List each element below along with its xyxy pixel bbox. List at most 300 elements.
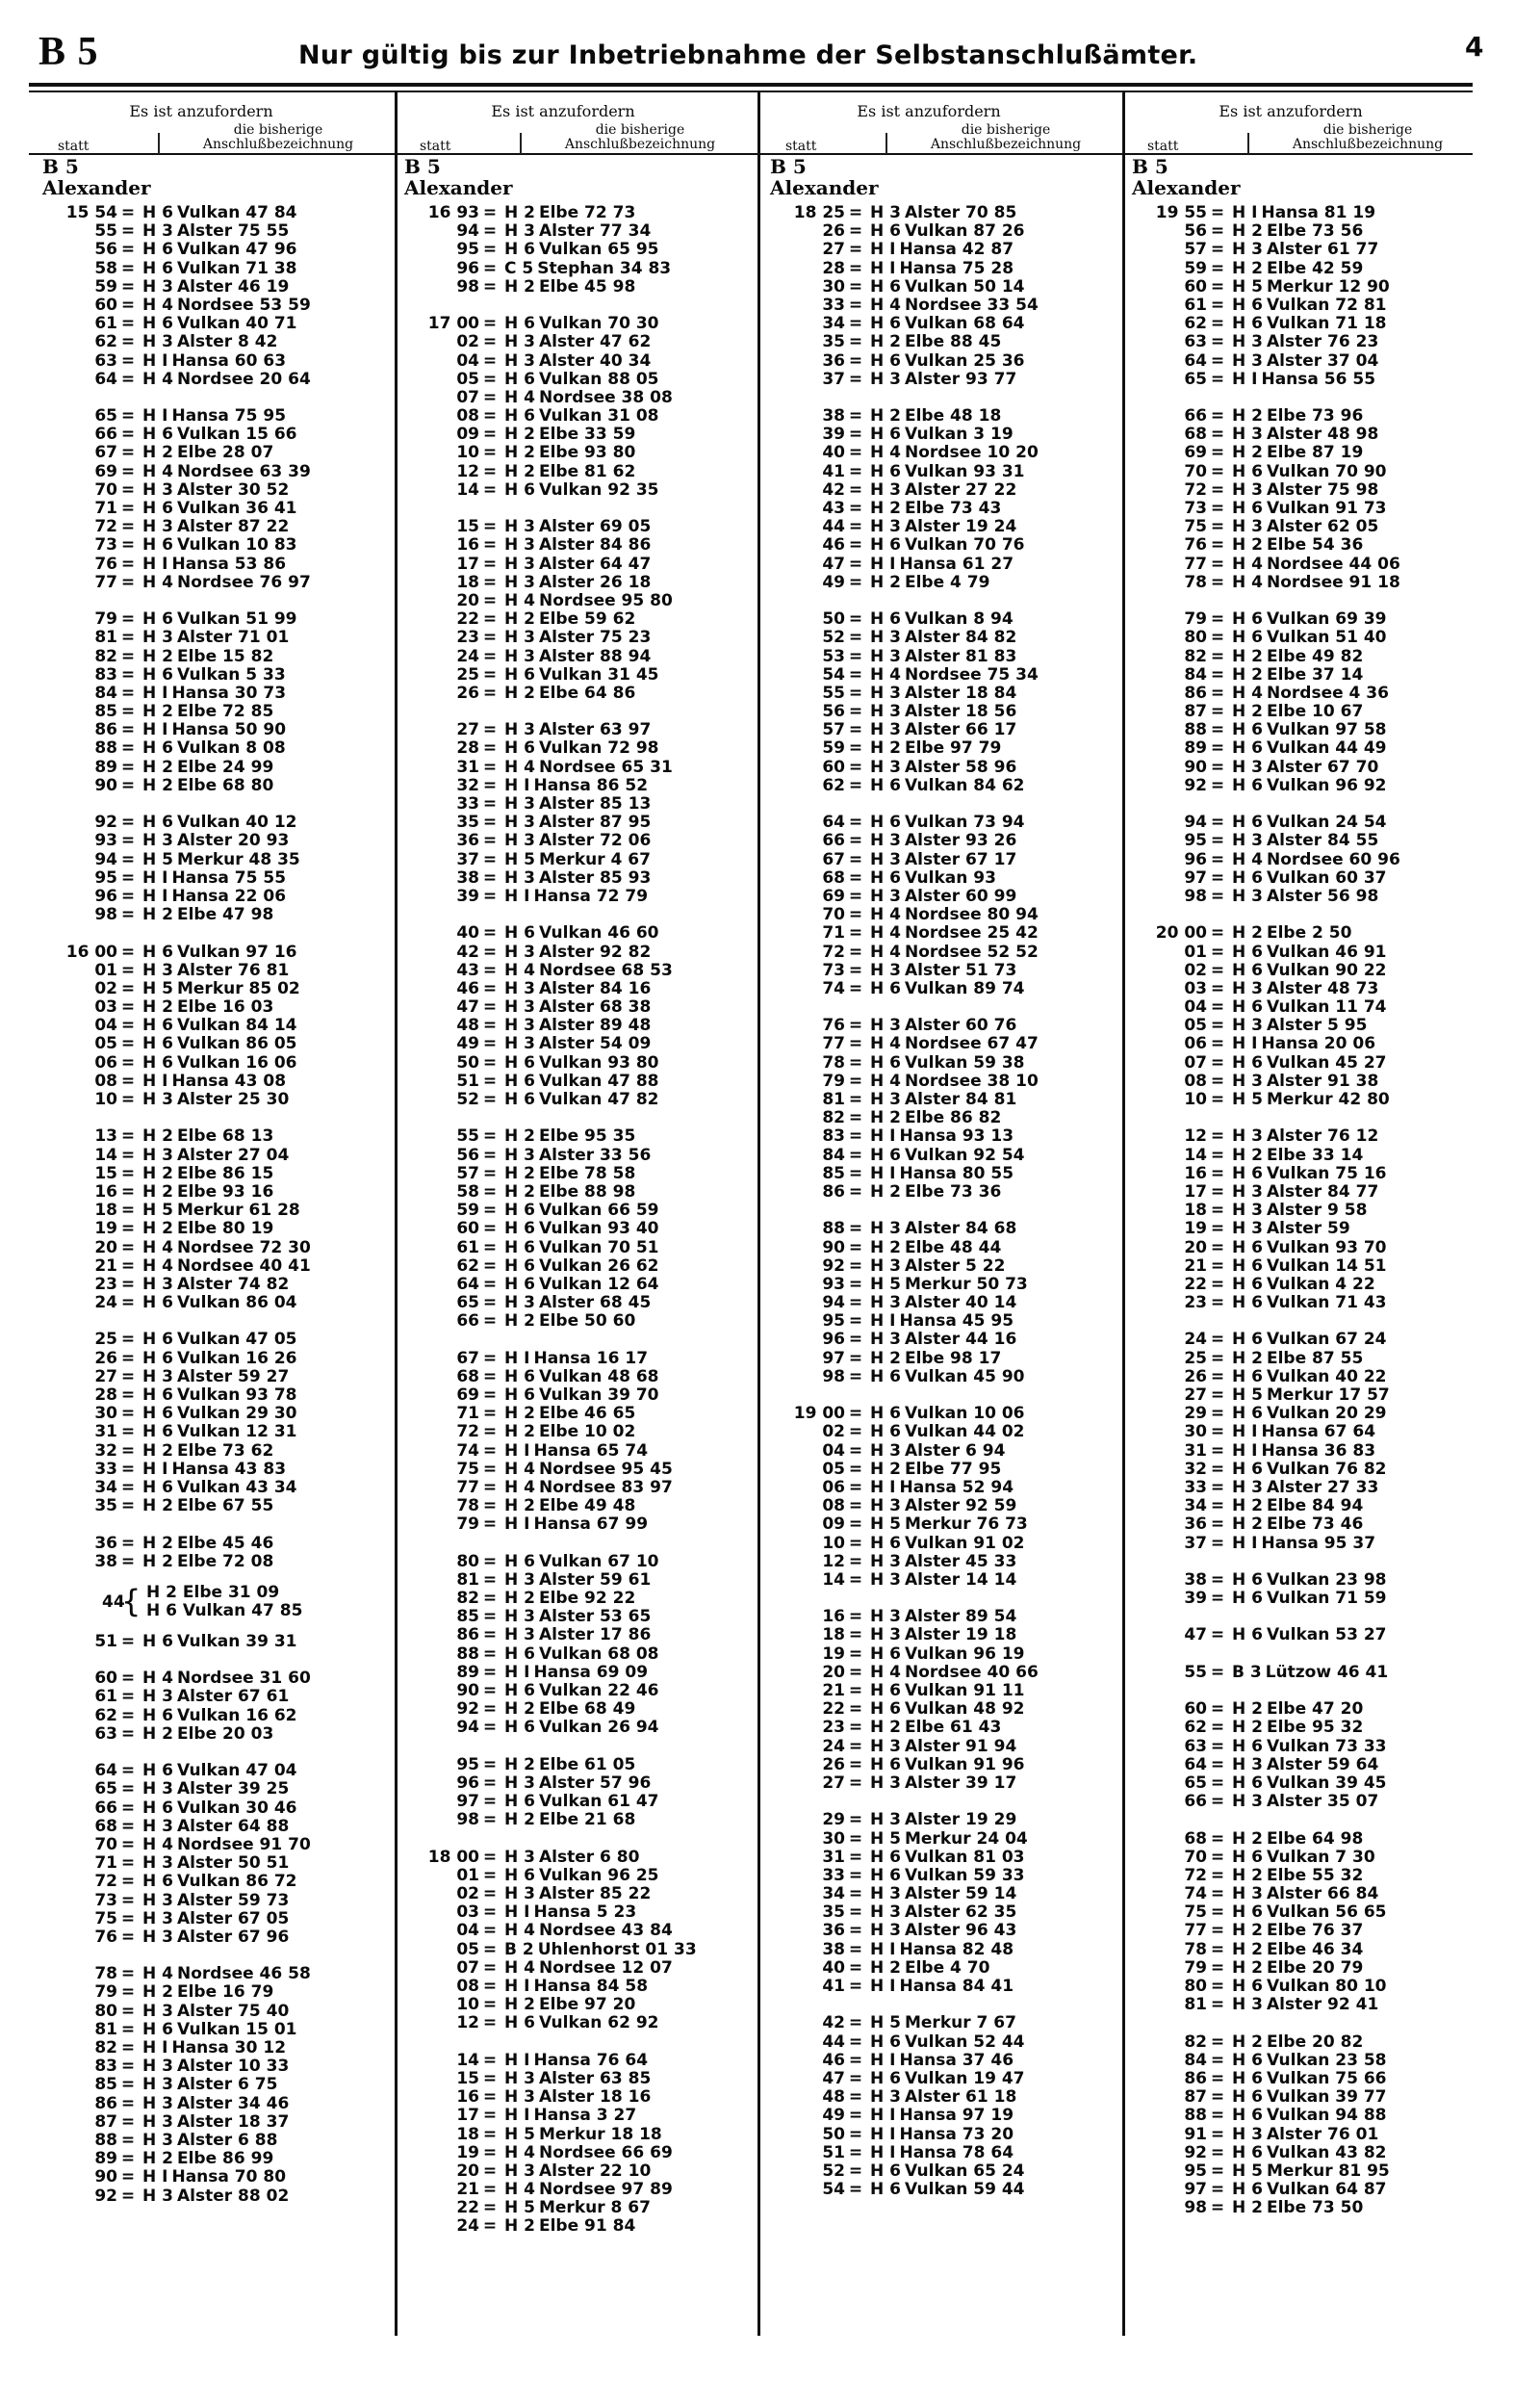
equals-sign: = <box>848 499 863 518</box>
column-1 <box>42 92 389 2206</box>
old-number <box>770 278 845 297</box>
entry-row <box>404 1183 751 1202</box>
exchange-code: H 6 <box>504 1255 535 1276</box>
equals-sign: = <box>848 1404 863 1424</box>
new-number: Hansa 75 95 <box>171 406 287 427</box>
equals-sign: = <box>482 1145 498 1165</box>
exchange-code: H 2 <box>1232 443 1263 463</box>
old-number <box>770 1571 845 1590</box>
exchange-code: H 4 <box>504 2142 535 2162</box>
entry-row <box>42 1553 389 1571</box>
suffix: 72 <box>94 1872 117 1892</box>
suffix: 38 <box>822 1939 845 1959</box>
old-number <box>770 832 845 850</box>
new-number: Nordsee 72 30 <box>176 1237 311 1257</box>
entry-row <box>1132 777 1478 795</box>
suffix: 46 <box>822 535 845 556</box>
entry-row <box>42 463 389 481</box>
old-number <box>404 1553 479 1571</box>
entry-row <box>1132 463 1478 481</box>
new-number: Vulkan 4 22 <box>1266 1274 1375 1294</box>
suffix: 33 <box>456 794 479 814</box>
suffix: 61 <box>94 314 117 334</box>
entry-row <box>42 241 389 259</box>
exchange-code: H 3 <box>870 1219 901 1239</box>
old-number <box>1132 1903 1207 1922</box>
suffix: 65 <box>1184 369 1207 389</box>
exchange-code: H 5 <box>1232 276 1263 297</box>
exchange-code: H 4 <box>870 942 901 962</box>
group-spacer <box>404 1830 751 1849</box>
exchange-code: H 2 <box>142 1533 173 1553</box>
entry-row <box>404 204 751 222</box>
old-number <box>770 1147 845 1165</box>
old-number <box>1132 1497 1207 1515</box>
column-divider <box>757 92 760 2336</box>
new-number: Hansa 81 19 <box>1261 203 1376 222</box>
entry-row <box>42 739 389 758</box>
entry-row <box>770 407 1116 426</box>
new-number: Vulkan 47 82 <box>538 1090 659 1109</box>
equals-sign: = <box>848 849 863 869</box>
equals-sign: = <box>482 1219 498 1239</box>
suffix: 00 <box>456 314 479 334</box>
entry-row <box>1132 869 1478 888</box>
new-number: Vulkan 70 90 <box>1266 461 1387 481</box>
equals-sign: = <box>1210 1995 1225 2015</box>
old-number <box>1132 2107 1207 2125</box>
exchange-code: H 3 <box>504 1847 535 1867</box>
new-number: Nordsee 38 10 <box>904 1071 1039 1091</box>
entry-row <box>770 297 1116 315</box>
new-designation: H 6 Vulkan 47 85 <box>146 1600 303 1620</box>
new-number: Vulkan 52 44 <box>904 2032 1025 2052</box>
suffix: 18 <box>1184 1201 1207 1221</box>
entry-row <box>404 1035 751 1053</box>
old-number <box>1132 1535 1207 1553</box>
old-number <box>404 1849 479 1867</box>
entry-list <box>404 204 751 2237</box>
old-number <box>1132 1405 1207 1423</box>
suffix: 70 <box>1184 461 1207 481</box>
suffix: 37 <box>456 849 479 869</box>
old-designation-label <box>1252 123 1483 152</box>
entry-row <box>404 1386 751 1405</box>
entry-row <box>770 1700 1116 1719</box>
entry-row <box>1132 222 1478 241</box>
entry-row <box>42 1910 389 1928</box>
entry-row <box>1132 1294 1478 1312</box>
old-number <box>770 536 845 555</box>
entry-row <box>404 814 751 832</box>
exchange-code: H 4 <box>870 1034 901 1054</box>
equals-sign: = <box>482 203 498 222</box>
equals-sign: = <box>1210 1348 1225 1368</box>
suffix: 71 <box>94 1853 117 1874</box>
old-number <box>404 389 479 407</box>
new-number: Alster 8 42 <box>176 332 278 352</box>
new-number: Elbe 24 99 <box>176 757 274 777</box>
suffix: 64 <box>822 813 845 833</box>
new-number: Elbe 37 14 <box>1266 664 1364 685</box>
entry-row <box>1132 1276 1478 1294</box>
exchange-code: H 3 <box>504 1569 535 1590</box>
suffix: 04 <box>456 1921 479 1941</box>
new-number: Elbe 73 36 <box>904 1181 1002 1202</box>
entry-list <box>770 204 1116 2199</box>
entry-row <box>1132 1386 1478 1405</box>
entry-row <box>404 1147 751 1165</box>
suffix: 86 <box>1184 2068 1207 2088</box>
exchange-code: H 2 <box>142 1723 173 1744</box>
equals-sign: = <box>120 1201 136 1221</box>
suffix: 62 <box>1184 314 1207 334</box>
old-number <box>1132 1147 1207 1165</box>
suffix: 55 <box>456 1126 479 1147</box>
entry-row <box>42 1818 389 1836</box>
equals-sign: = <box>482 1773 498 1793</box>
equals-sign: = <box>1210 1865 1225 1885</box>
equals-sign: = <box>1210 1884 1225 1904</box>
equals-sign: = <box>1210 1404 1225 1424</box>
equals-sign: = <box>848 1625 863 1645</box>
equals-sign: = <box>482 406 498 427</box>
suffix: 95 <box>822 1311 845 1332</box>
exchange-code: H 6 <box>1232 960 1263 980</box>
exchange-code: H 2 <box>142 646 173 666</box>
suffix: 71 <box>822 923 845 944</box>
equals-sign: = <box>120 1908 136 1928</box>
equals-sign: = <box>482 1847 498 1867</box>
equals-sign: = <box>120 2093 136 2113</box>
exchange-code: H 2 <box>504 1995 535 2015</box>
equals-sign: = <box>482 1681 498 1700</box>
new-number: Vulkan 69 39 <box>1266 609 1387 630</box>
exchange-code: H 3 <box>142 221 173 242</box>
exchange-code: H 2 <box>1232 1718 1263 1738</box>
entry-row <box>42 1127 389 1146</box>
exchange-code: H I <box>504 1348 530 1368</box>
equals-sign: = <box>120 1533 136 1553</box>
exchange-code: H I <box>142 2038 168 2058</box>
exchange-code: H 2 <box>504 276 535 297</box>
suffix: 81 <box>94 628 117 648</box>
old-label-line-1: die bisherige <box>1322 122 1413 138</box>
new-number: Nordsee 91 70 <box>176 1834 311 1854</box>
equals-sign: = <box>848 1366 863 1386</box>
suffix: 23 <box>94 1274 117 1294</box>
suffix: 65 <box>456 1293 479 1313</box>
exchange-code: H 2 <box>1232 1828 1263 1849</box>
equals-sign: = <box>120 831 136 851</box>
exchange-code: H I <box>1232 1034 1258 1054</box>
old-number <box>770 1054 845 1073</box>
new-number: Nordsee 31 60 <box>176 1669 311 1689</box>
old-number <box>404 556 479 574</box>
entry-row <box>770 333 1116 351</box>
suffix: 35 <box>822 1902 845 1923</box>
suffix: 54 <box>822 664 845 685</box>
old-number <box>770 260 845 278</box>
exchange-code: H 3 <box>504 1625 535 1645</box>
equals-sign: = <box>848 1330 863 1350</box>
new-number: Alster 18 56 <box>904 702 1017 722</box>
old-number <box>42 407 117 426</box>
old-number <box>770 1515 845 1534</box>
entry-row <box>1132 1350 1478 1368</box>
suffix: 80 <box>1184 1977 1207 1996</box>
new-number: Vulkan 61 47 <box>538 1792 659 1812</box>
entry-row <box>1132 648 1478 666</box>
equals-sign: = <box>120 1496 136 1516</box>
suffix: 98 <box>1184 2198 1207 2218</box>
old-number <box>404 2107 479 2125</box>
old-designation-label <box>890 123 1121 152</box>
suffix: 43 <box>456 960 479 980</box>
entry-row <box>1132 1738 1478 1756</box>
exchange-code: H 2 <box>504 203 535 222</box>
new-number: Vulkan 93 <box>904 867 996 888</box>
old-number <box>770 1461 845 1479</box>
new-number: Vulkan 45 27 <box>1266 1052 1387 1073</box>
new-number: Vulkan 44 49 <box>1266 738 1387 759</box>
equals-sign: = <box>848 1293 863 1313</box>
equals-sign: = <box>848 572 863 592</box>
suffix: 38 <box>822 406 845 427</box>
entry-row <box>404 518 751 536</box>
old-number <box>404 1774 479 1793</box>
suffix: 60 <box>94 1669 117 1689</box>
suffix: 28 <box>822 258 845 278</box>
new-number: Alster 89 48 <box>538 1016 652 1036</box>
entry-row <box>1132 610 1478 629</box>
new-number: Merkur 18 18 <box>538 2124 662 2144</box>
old-number <box>770 574 845 592</box>
entry-row <box>404 2107 751 2125</box>
entry-row <box>42 869 389 888</box>
suffix: 48 <box>456 1016 479 1036</box>
equals-sign: = <box>1210 1422 1225 1442</box>
exchange-code: H 2 <box>1232 646 1263 666</box>
old-number <box>42 1818 117 1836</box>
new-number: Vulkan 96 92 <box>1266 775 1387 795</box>
exchange-code: H 2 <box>870 1718 901 1738</box>
old-number <box>1132 703 1207 721</box>
new-number: Vulkan 46 91 <box>1266 942 1387 962</box>
equals-sign: = <box>120 1551 136 1571</box>
new-number: Vulkan 60 37 <box>1266 867 1387 888</box>
column-divider <box>395 92 398 2336</box>
equals-sign: = <box>848 775 863 795</box>
suffix: 30 <box>822 1828 845 1849</box>
group-spacer <box>1132 389 1478 407</box>
old-number <box>404 998 479 1017</box>
entry-row <box>770 426 1116 444</box>
suffix: 55 <box>822 683 845 703</box>
old-number <box>42 1220 117 1238</box>
equals-sign: = <box>482 1090 498 1109</box>
exchange-code: H 3 <box>1232 1071 1263 1091</box>
suffix: 34 <box>1184 1496 1207 1516</box>
exchange-code: H 6 <box>870 813 901 833</box>
old-number <box>1132 500 1207 518</box>
request-label: Es ist anzufordern <box>1219 102 1363 120</box>
new-number: Merkur 7 67 <box>904 2013 1016 2033</box>
entry-row <box>770 222 1116 241</box>
old-number <box>404 1867 479 1885</box>
suffix: 62 <box>822 775 845 795</box>
entry-row <box>42 2095 389 2113</box>
exchange-code: H 3 <box>870 757 901 777</box>
hundreds: 16 <box>427 203 451 222</box>
exchange-code: H 5 <box>1232 1090 1263 1109</box>
new-number: Nordsee 25 42 <box>904 923 1039 944</box>
suffix: 66 <box>456 1311 479 1332</box>
old-number <box>404 352 479 371</box>
old-number <box>42 1892 117 1910</box>
new-number: Vulkan 59 44 <box>904 2180 1025 2200</box>
old-number <box>404 1608 479 1626</box>
exchange-code: H 6 <box>870 276 901 297</box>
suffix: 68 <box>1184 1828 1207 1849</box>
suffix: 47 <box>822 2068 845 2088</box>
exchange-code: H I <box>870 240 896 260</box>
entry-row <box>1132 1202 1478 1220</box>
old-number <box>770 426 845 444</box>
new-number: Alster 67 61 <box>176 1687 290 1707</box>
old-number <box>404 1350 479 1368</box>
equals-sign: = <box>848 1422 863 1442</box>
suffix: 61 <box>1184 295 1207 315</box>
new-number: Nordsee 52 52 <box>904 942 1039 962</box>
old-number <box>42 1405 117 1423</box>
suffix: 46 <box>456 978 479 998</box>
new-number: Vulkan 22 46 <box>538 1681 659 1700</box>
suffix: 23 <box>822 1718 845 1738</box>
exchange-code: H 4 <box>142 1834 173 1854</box>
new-number: Alster 92 41 <box>1266 1995 1379 2015</box>
suffix: 00 <box>1184 923 1207 944</box>
equals-sign: = <box>848 1108 863 1128</box>
suffix: 30 <box>822 276 845 297</box>
old-number <box>770 2126 845 2144</box>
old-label-line-1: die bisherige <box>233 122 323 138</box>
entry-row <box>404 1941 751 1959</box>
equals-sign: = <box>120 295 136 315</box>
equals-sign: = <box>848 831 863 851</box>
old-number <box>770 1978 845 1996</box>
exchange-code: H 3 <box>870 1607 901 1627</box>
new-number: Vulkan 88 05 <box>538 369 659 389</box>
old-number <box>1132 297 1207 315</box>
group-spacer <box>42 1651 389 1669</box>
exchange-code: H 6 <box>142 1293 173 1313</box>
entry-row <box>1132 2052 1478 2070</box>
exchange-code: H 6 <box>1232 813 1263 833</box>
equals-sign: = <box>848 314 863 334</box>
exchange-code: H 3 <box>1232 332 1263 352</box>
old-number <box>770 685 845 703</box>
equals-sign: = <box>120 683 136 703</box>
exchange-code: H 3 <box>504 332 535 352</box>
old-number <box>404 1515 479 1534</box>
entry-row <box>1132 1368 1478 1386</box>
new-number: Vulkan 65 95 <box>538 240 659 260</box>
exchange-code: H 6 <box>1232 2180 1263 2200</box>
entry-row <box>404 648 751 666</box>
old-number <box>1132 1996 1207 2014</box>
equals-sign: = <box>1210 1792 1225 1812</box>
old-number <box>42 1257 117 1276</box>
equals-sign: = <box>120 276 136 297</box>
new-number: Alster 67 05 <box>176 1908 290 1928</box>
new-number: Merkur 61 28 <box>176 1201 300 1221</box>
suffix: 39 <box>822 425 845 445</box>
entry-row <box>770 1127 1116 1146</box>
entry-row <box>42 1497 389 1515</box>
equals-sign: = <box>482 1311 498 1332</box>
exchange-code: H 3 <box>142 1145 173 1165</box>
equals-sign: = <box>120 997 136 1018</box>
page-header <box>38 31 1482 79</box>
group-spacer <box>404 1331 751 1349</box>
old-number <box>42 481 117 500</box>
suffix: 49 <box>456 1034 479 1054</box>
equals-sign: = <box>1210 1274 1225 1294</box>
exchange-code: H 3 <box>142 2111 173 2132</box>
equals-sign: = <box>848 1496 863 1516</box>
new-number: Vulkan 71 18 <box>1266 314 1387 334</box>
exchange-code: H 3 <box>870 1293 901 1313</box>
suffix: 69 <box>1184 443 1207 463</box>
equals-sign: = <box>848 1181 863 1202</box>
new-number: Hansa 16 17 <box>533 1348 649 1368</box>
exchange-code: H 4 <box>870 1071 901 1091</box>
exchange-code: H 6 <box>1232 1459 1263 1479</box>
entry-row <box>404 407 751 426</box>
suffix: 56 <box>94 240 117 260</box>
suffix: 78 <box>1184 572 1207 592</box>
old-number <box>1132 444 1207 462</box>
exchange-code: C 5 <box>504 258 534 278</box>
exchange-code: H 6 <box>142 1477 173 1497</box>
group-spacer <box>770 795 1116 814</box>
suffix: 34 <box>94 1477 117 1497</box>
suffix: 14 <box>456 479 479 500</box>
exchange-code: H 6 <box>1232 720 1263 740</box>
entry-row <box>42 814 389 832</box>
suffix: 05 <box>822 1459 845 1479</box>
equals-sign: = <box>848 1736 863 1756</box>
suffix: 23 <box>456 628 479 648</box>
exchange-code: H 4 <box>504 1477 535 1497</box>
equals-sign: = <box>848 1034 863 1054</box>
suffix: 02 <box>822 1422 845 1442</box>
new-number: Vulkan 92 35 <box>538 479 659 500</box>
new-number: Alster 40 14 <box>904 1293 1017 1313</box>
suffix: 66 <box>822 831 845 851</box>
new-number: Hansa 43 08 <box>171 1071 287 1091</box>
entry-row <box>770 1423 1116 1441</box>
equals-sign: = <box>120 1090 136 1109</box>
entry-row <box>770 536 1116 555</box>
exchange-code: H 6 <box>142 240 173 260</box>
equals-sign: = <box>848 332 863 352</box>
suffix: 85 <box>94 2075 117 2095</box>
old-number <box>404 1885 479 1903</box>
entry-row <box>42 703 389 721</box>
exchange-code: H 3 <box>870 646 901 666</box>
